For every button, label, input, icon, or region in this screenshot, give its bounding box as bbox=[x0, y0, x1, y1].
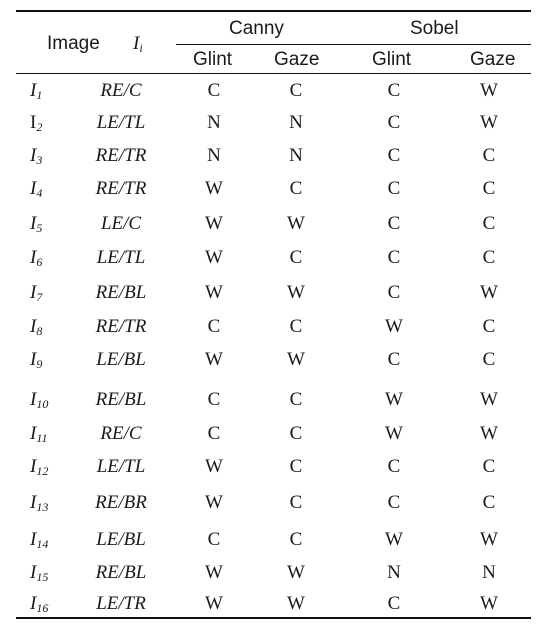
row-image-id-main: I bbox=[30, 349, 37, 370]
row-sobel-glint: C bbox=[387, 80, 401, 101]
row-eye-position: RE/TR bbox=[95, 145, 147, 166]
row-sobel-glint: C bbox=[387, 112, 401, 133]
row-canny-gaze: W bbox=[287, 562, 305, 583]
row-image-id-sub: 3 bbox=[36, 153, 43, 167]
row-sobel-glint: C bbox=[387, 247, 401, 268]
row-sobel-gaze: C bbox=[482, 178, 496, 199]
row-image-id bbox=[30, 390, 48, 409]
row-sobel-gaze: W bbox=[480, 423, 498, 444]
row-image-id-sub: 13 bbox=[36, 500, 49, 514]
row-canny-glint: W bbox=[205, 593, 223, 614]
row-image-id-sub: 11 bbox=[36, 431, 48, 445]
row-canny-gaze: C bbox=[289, 389, 303, 410]
row-canny-glint: W bbox=[205, 562, 223, 583]
row-image-id-sub: 15 bbox=[36, 570, 49, 584]
row-image-id bbox=[30, 493, 48, 512]
row-sobel-gaze: C bbox=[482, 456, 496, 477]
row-canny-gaze: C bbox=[289, 529, 303, 550]
table-bottom-rule bbox=[16, 617, 531, 619]
row-image-id-sub: 1 bbox=[36, 88, 43, 102]
row-canny-glint: W bbox=[205, 456, 223, 477]
row-image-id-main: I bbox=[30, 456, 37, 477]
header-image-symbol-sub: i bbox=[139, 41, 143, 55]
row-sobel-gaze: W bbox=[480, 80, 498, 101]
table-top-rule bbox=[16, 10, 531, 12]
row-image-id-main: I bbox=[30, 282, 37, 303]
row-canny-gaze: W bbox=[287, 349, 305, 370]
row-sobel-glint: C bbox=[387, 349, 401, 370]
row-sobel-glint: C bbox=[387, 178, 401, 199]
header-image-symbol bbox=[133, 34, 143, 53]
row-eye-position: LE/TL bbox=[96, 456, 146, 477]
row-canny-gaze: C bbox=[289, 247, 303, 268]
row-canny-gaze: C bbox=[289, 456, 303, 477]
row-canny-gaze: C bbox=[289, 316, 303, 337]
row-image-id-sub: 2 bbox=[36, 120, 43, 134]
row-image-id-sub: 14 bbox=[36, 537, 49, 551]
row-sobel-gaze: C bbox=[482, 349, 496, 370]
row-canny-gaze: W bbox=[287, 593, 305, 614]
row-image-id-main: I bbox=[30, 423, 37, 444]
row-eye-position: LE/C bbox=[100, 213, 142, 234]
row-eye-position: RE/BL bbox=[95, 389, 147, 410]
row-image-id-main: I bbox=[30, 145, 37, 166]
row-sobel-glint: W bbox=[385, 423, 403, 444]
row-canny-gaze: C bbox=[289, 492, 303, 513]
row-image-id-main: I bbox=[30, 389, 37, 410]
group-underline-rule bbox=[176, 44, 531, 45]
row-canny-glint: C bbox=[207, 389, 221, 410]
row-canny-glint: W bbox=[205, 492, 223, 513]
row-image-id bbox=[30, 283, 42, 302]
row-eye-position: RE/BR bbox=[95, 492, 147, 513]
row-image-id bbox=[30, 350, 42, 369]
row-canny-glint: N bbox=[207, 112, 221, 133]
row-canny-gaze: N bbox=[289, 112, 303, 133]
row-sobel-gaze: C bbox=[482, 492, 496, 513]
row-canny-gaze: N bbox=[289, 145, 303, 166]
row-image-id bbox=[30, 81, 42, 100]
row-sobel-gaze: C bbox=[482, 213, 496, 234]
row-image-id-sub: 12 bbox=[36, 464, 49, 478]
row-image-id-main: I bbox=[30, 247, 37, 268]
row-image-id-main: I bbox=[30, 213, 37, 234]
row-image-id-sub: 4 bbox=[36, 186, 43, 200]
row-image-id bbox=[30, 146, 42, 165]
header-canny-gaze: Gaze bbox=[274, 49, 320, 70]
row-canny-gaze: C bbox=[289, 178, 303, 199]
row-image-id-sub: 8 bbox=[36, 324, 43, 338]
row-canny-glint: N bbox=[207, 145, 221, 166]
row-canny-glint: W bbox=[205, 178, 223, 199]
row-eye-position: RE/C bbox=[100, 80, 142, 101]
header-sobel-glint: Glint bbox=[372, 49, 412, 70]
row-sobel-gaze: C bbox=[482, 145, 496, 166]
row-canny-glint: W bbox=[205, 213, 223, 234]
row-canny-gaze: C bbox=[289, 80, 303, 101]
row-canny-glint: W bbox=[205, 282, 223, 303]
row-image-id-main: I bbox=[30, 492, 37, 513]
row-image-id-sub: 5 bbox=[36, 221, 43, 235]
row-sobel-gaze: N bbox=[482, 562, 496, 583]
row-sobel-gaze: W bbox=[480, 389, 498, 410]
row-image-id bbox=[30, 424, 47, 443]
row-image-id-main: I bbox=[30, 80, 37, 101]
row-image-id bbox=[30, 248, 42, 267]
row-canny-glint: W bbox=[205, 349, 223, 370]
row-image-id-main: I bbox=[30, 178, 37, 199]
row-canny-glint: C bbox=[207, 316, 221, 337]
row-sobel-glint: N bbox=[387, 562, 401, 583]
row-image-id bbox=[30, 530, 48, 549]
header-group-sobel: Sobel bbox=[410, 18, 459, 39]
row-sobel-gaze: W bbox=[480, 112, 498, 133]
row-image-id bbox=[30, 214, 42, 233]
row-sobel-glint: W bbox=[385, 316, 403, 337]
row-sobel-glint: C bbox=[387, 282, 401, 303]
row-canny-glint: W bbox=[205, 247, 223, 268]
header-image-label: Image bbox=[47, 33, 100, 54]
row-canny-gaze: C bbox=[289, 423, 303, 444]
row-image-id-main: I bbox=[30, 562, 37, 583]
row-canny-glint: C bbox=[207, 529, 221, 550]
row-image-id-sub: 7 bbox=[36, 290, 43, 304]
row-eye-position: RE/C bbox=[100, 423, 142, 444]
header-image-symbol-main: I bbox=[133, 33, 140, 54]
row-eye-position: LE/TL bbox=[96, 247, 146, 268]
row-image-id-main: I bbox=[30, 529, 37, 550]
row-image-id-main: I bbox=[30, 316, 37, 337]
row-sobel-glint: C bbox=[387, 593, 401, 614]
row-image-id-sub: 10 bbox=[36, 397, 49, 411]
row-sobel-gaze: W bbox=[480, 529, 498, 550]
row-image-id bbox=[30, 317, 42, 336]
row-eye-position: LE/BL bbox=[96, 349, 146, 370]
row-image-id bbox=[30, 563, 48, 582]
row-image-id-sub: 6 bbox=[36, 255, 43, 269]
header-group-canny: Canny bbox=[229, 18, 284, 39]
row-image-id bbox=[30, 594, 48, 613]
row-image-id bbox=[30, 179, 42, 198]
header-canny-glint: Glint bbox=[193, 49, 233, 70]
row-image-id-main: I bbox=[30, 112, 37, 133]
row-canny-gaze: W bbox=[287, 213, 305, 234]
row-sobel-glint: C bbox=[387, 145, 401, 166]
row-sobel-glint: W bbox=[385, 529, 403, 550]
row-image-id-main: I bbox=[30, 593, 37, 614]
row-eye-position: LE/TR bbox=[96, 593, 146, 614]
row-image-id-sub: 16 bbox=[36, 601, 49, 615]
row-canny-glint: C bbox=[207, 80, 221, 101]
row-sobel-glint: C bbox=[387, 492, 401, 513]
row-sobel-gaze: W bbox=[480, 282, 498, 303]
header-bottom-rule bbox=[16, 73, 531, 74]
row-eye-position: RE/TR bbox=[95, 178, 147, 199]
row-sobel-gaze: C bbox=[482, 316, 496, 337]
row-sobel-glint: W bbox=[385, 389, 403, 410]
row-sobel-gaze: C bbox=[482, 247, 496, 268]
row-image-id bbox=[30, 457, 48, 476]
row-eye-position: LE/BL bbox=[96, 529, 146, 550]
row-eye-position: LE/TL bbox=[96, 112, 146, 133]
row-image-id-sub: 9 bbox=[36, 357, 43, 371]
row-sobel-gaze: W bbox=[480, 593, 498, 614]
row-eye-position: RE/BL bbox=[95, 562, 147, 583]
row-eye-position: RE/BL bbox=[95, 282, 147, 303]
row-canny-gaze: W bbox=[287, 282, 305, 303]
row-canny-glint: C bbox=[207, 423, 221, 444]
row-sobel-glint: C bbox=[387, 213, 401, 234]
header-sobel-gaze: Gaze bbox=[470, 49, 516, 70]
row-eye-position: RE/TR bbox=[95, 316, 147, 337]
row-image-id bbox=[30, 113, 42, 132]
row-sobel-glint: C bbox=[387, 456, 401, 477]
